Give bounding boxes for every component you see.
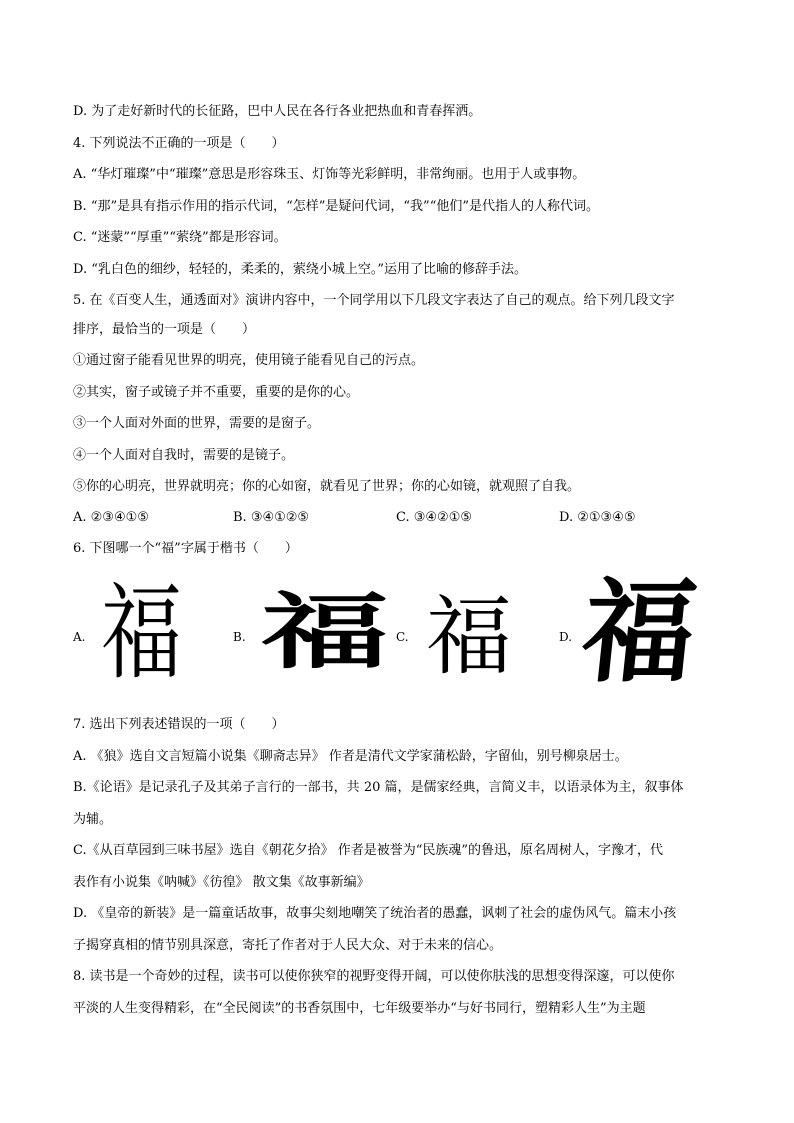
q6-option-a [73,572,233,696]
q4-option-b: B. “那”是具有指示作用的指示代词，“怎样”是疑问代词，“我”“他们”是代指人的人称代词。 [73,199,599,214]
q5-sentence-2: ②其实，窗子或镜子并不重要，重要的是你的心。 [73,385,360,400]
q4-option-c: C. “迷蒙”“厚重”“萦绕”都是形容词。 [73,230,287,245]
q5-options [73,510,733,526]
q6-stem: 6. 下图哪一个“福”字属于楷书（ ） [73,541,298,556]
q5-sentence-1: ①通过窗子能看见世界的明亮，使用镜子能看见自己的污点。 [73,353,425,368]
q6-option-a-letter: A. [73,630,86,644]
q5-sentence-5: ⑤你的心明亮，世界就明亮；你的心如窗，就看见了世界；你的心如镜，就观照了自我。 [73,479,581,494]
q7-option-a: A. 《狼》选自文言短篇小说集《聊斋志异》 作者是清代文学家蒲松龄，字留仙，别号柳泉居士。 [73,749,628,764]
q7-stem: 7. 选出下列表述错误的一项（ ） [73,717,285,732]
q7-option-d-line1: D. 《皇帝的新装》是一篇童话故事，故事尖刻地嘲笑了统治者的愚蠢，讽刺了社会的虚伪风气。篇末小孩 [73,906,677,921]
q7-option-d-line2: 子揭穿真相的情节别具深意，寄托了作者对于人民大众、对于未来的信心。 [73,938,503,953]
fu-regular-script-image: 福 [426,587,512,687]
q6-option-c [396,578,559,696]
q5-sentence-3: ③一个人面对外面的世界，需要的是窗子。 [73,416,321,431]
q5-option-a: A. ②③④①⑤ [73,510,149,525]
q6-image-options [73,568,733,698]
q5-stem-line1: 5. 在《百变人生，通透面对》演讲内容中，一个同学用以下几段文字表达了自己的观点。给下列几段文字 [73,293,675,308]
q4-option-d: D. “乳白色的细纱，轻轻的，柔柔的，萦绕小城上空。”运用了比喻的修辞手法。 [73,262,528,277]
q6-option-d-letter: D. [559,630,573,644]
q5-option-b: B. ③④①②⑤ [233,510,310,525]
q3-option-d: D. 为了走好新时代的长征路，巴中人民在各行各业把热血和青春挥洒。 [73,104,482,119]
q7-option-b-line1: B.《论语》是记录孔子及其弟子言行的一部书，共 20 篇，是儒家经典，言简义丰，以语录体为主，叙事体 [73,780,684,795]
q7-option-b-line2: 为辅。 [73,812,113,827]
fu-seal-script-image: 福 [101,572,183,694]
q6-option-b-letter: B. [233,630,246,644]
q7-option-c-line2: 表作有小说集《呐喊》《彷徨》 散文集《故事新编》 [73,875,370,890]
q4-stem: 4. 下列说法不正确的一项是（ ） [73,136,285,151]
q8-stem-line1: 8. 读书是一个奇妙的过程，读书可以使你狭窄的视野变得开阔，可以使你肤浅的思想变得深邃，可以使你 [73,969,675,984]
q6-option-b [233,578,396,696]
q5-option-c: C. ③④②①⑤ [396,510,473,525]
q4-option-a: A. “华灯璀璨”中“璀璨”意思是形容珠玉、灯饰等光彩鲜明，非常绚丽。也用于人或事物。 [73,167,586,182]
q5-stem-line2: 排序，最恰当的一项是（ ） [73,322,256,337]
q6-option-c-letter: C. [396,630,409,644]
q5-sentence-4: ④一个人面对自我时，需要的是镜子。 [73,448,295,463]
q7-option-c-line1: C.《从百草园到三味书屋》选自《朝花夕拾》 作者是被誉为“民族魂”的鲁迅，原名周树人，字豫才，代 [73,843,664,858]
q6-option-d [559,568,729,698]
q8-stem-line2: 平淡的人生变得精彩，在“全民阅读”的书香氛围中，七年级要举办“与好书同行，塑精彩人生”为主题 [73,1001,646,1016]
fu-running-script-image: 福 [576,568,702,698]
fu-clerical-script-image: 福 [261,582,389,680]
q5-option-d: D. ②①③④⑤ [559,510,636,525]
